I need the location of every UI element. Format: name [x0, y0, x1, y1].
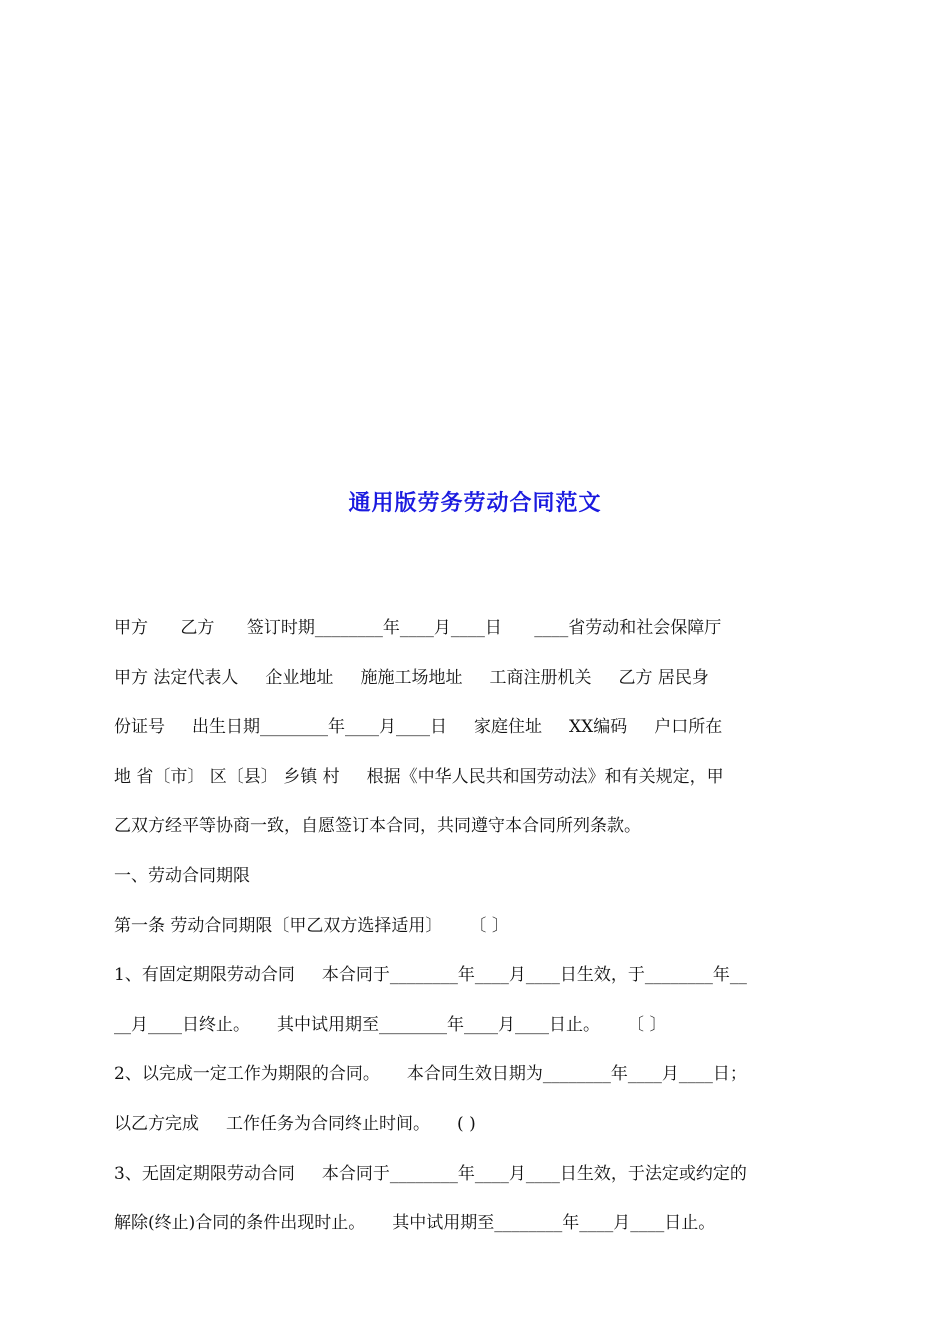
- document-title: 通用版劳务劳动合同范文: [348, 490, 602, 516]
- option-3-line-2: 解除(终止)合同的条件出现时止。 其中试用期至________年____月____日止。: [114, 1213, 716, 1234]
- body-line-4: 地 省〔市〕 区〔县〕 乡镇 村 根据《中华人民共和国劳动法》和有关规定，甲: [114, 766, 724, 787]
- option-3-line-1: 3、无固定期限劳动合同 本合同于________年____月____日生效，于法定或约定的: [114, 1163, 747, 1184]
- section-heading-term: 一、劳动合同期限: [114, 865, 250, 886]
- body-line-5: 乙双方经平等协商一致，自愿签订本合同，共同遵守本合同所列条款。: [114, 816, 641, 837]
- body-line-3: 份证号 出生日期________年____月____日 家庭住址 XX编码 户口所在: [114, 717, 723, 738]
- option-2-line-1: 2、以完成一定工作为期限的合同。 本合同生效日期为________年____月____日；: [114, 1064, 747, 1085]
- option-1-line-2: __月____日终止。 其中试用期至________年____月____日止。 〔 〕: [114, 1014, 667, 1035]
- body-line-2: 甲方 法定代表人 企业地址 施施工场地址 工商注册机关 乙方 居民身: [114, 667, 709, 688]
- body-line-1: 甲方 乙方 签订时期________年____月____日 ____省劳动和社会保障厅: [114, 618, 722, 638]
- document-body: [114, 604, 838, 1249]
- article-1-heading: 第一条 劳动合同期限〔甲乙双方选择适用〕 〔 〕: [114, 915, 509, 936]
- option-2-line-2: 以乙方完成 工作任务为合同终止时间。 ( ): [114, 1113, 476, 1134]
- option-1-line-1: 1、有固定期限劳动合同 本合同于________年____月____日生效，于________年__: [114, 965, 747, 986]
